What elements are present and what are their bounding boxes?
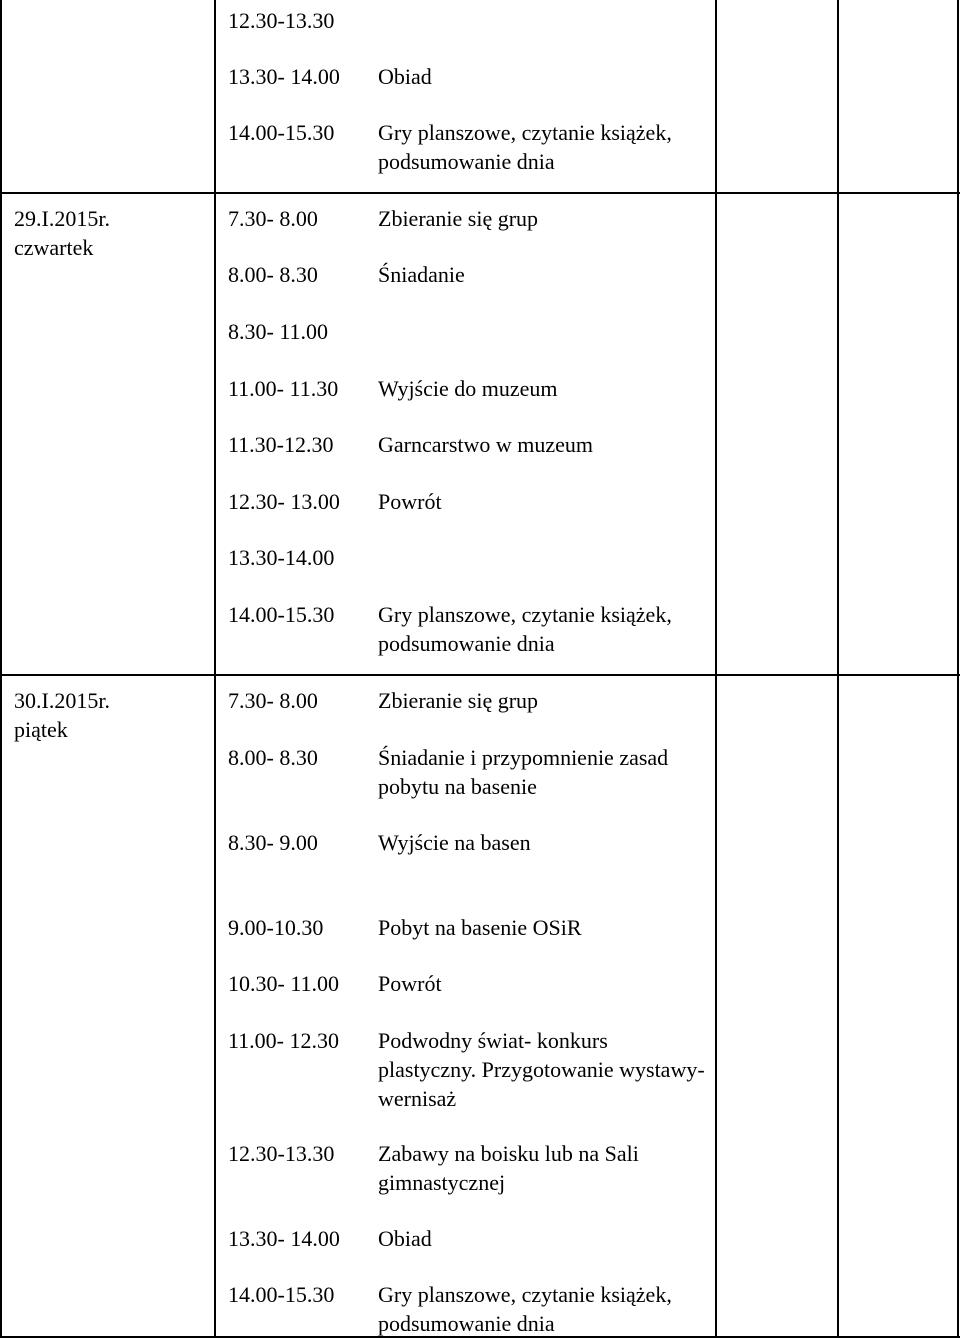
table-border-right [957,0,959,1338]
day-cell: piątek [14,717,68,742]
day-cell: czwartek [14,235,94,260]
time-cell: 11.00- 11.30 [228,376,339,401]
time-cell: 11.30-12.30 [228,432,334,457]
time-cell: 7.30- 8.00 [228,206,318,231]
time-cell: 9.00-10.30 [228,915,324,940]
time-cell: 14.00-15.30 [228,602,335,627]
activity-cell: Zabawy na boisku lub na Sali gimnastycznej [378,1141,639,1195]
activity-cell: Śniadanie [378,262,465,287]
activity-cell: Śniadanie i przypomnienie zasad pobytu na basenie [378,745,669,799]
activity-cell: Obiad [378,64,432,89]
activity-cell: Gry planszowe, czytanie książek, podsumowanie dnia [378,1282,672,1336]
time-cell: 13.30- 14.00 [228,1226,340,1251]
time-cell: 13.30- 14.00 [228,64,340,89]
time-cell: 12.30-13.30 [228,8,335,33]
time-cell: 13.30-14.00 [228,545,335,570]
row-divider-friday [0,674,960,676]
time-cell: 8.30- 11.00 [228,319,329,344]
activity-cell: Wyjście na basen [378,830,531,855]
activity-cell: Powrót [378,971,442,996]
row-divider-thursday [0,192,960,194]
column-divider-extra [837,0,839,1338]
time-cell: 14.00-15.30 [228,1282,335,1307]
activity-cell: Powrót [378,489,442,514]
activity-cell: Garncarstwo w muzeum [378,432,594,457]
activity-cell: Pobyt na basenie OSiR [378,915,582,940]
table-border-left [0,0,2,1338]
column-divider-activity [715,0,717,1338]
time-cell: 12.30- 13.00 [228,489,340,514]
time-cell: 7.30- 8.00 [228,688,318,713]
time-cell: 11.00- 12.30 [228,1028,340,1053]
column-divider-date [214,0,216,1338]
time-cell: 12.30-13.30 [228,1141,335,1166]
activity-cell: Gry planszowe, czytanie książek, podsumowanie dnia [378,120,672,174]
activity-cell: Wyjście do muzeum [378,376,558,401]
time-cell: 10.30- 11.00 [228,971,340,996]
activity-cell: Obiad [378,1226,432,1251]
time-cell: 14.00-15.30 [228,120,335,145]
time-cell: 8.00- 8.30 [228,262,318,287]
time-cell: 8.30- 9.00 [228,830,318,855]
date-cell: 29.I.2015r. [14,206,110,231]
activity-cell: Zbieranie się grup [378,688,539,713]
activity-cell: Gry planszowe, czytanie książek, podsumowanie dnia [378,602,672,656]
activity-cell: Zbieranie się grup [378,206,539,231]
activity-cell: Podwodny świat- konkurs plastyczny. Przygotowanie wystawy- wernisaż [378,1028,705,1111]
time-cell: 8.00- 8.30 [228,745,318,770]
date-cell: 30.I.2015r. [14,688,110,713]
